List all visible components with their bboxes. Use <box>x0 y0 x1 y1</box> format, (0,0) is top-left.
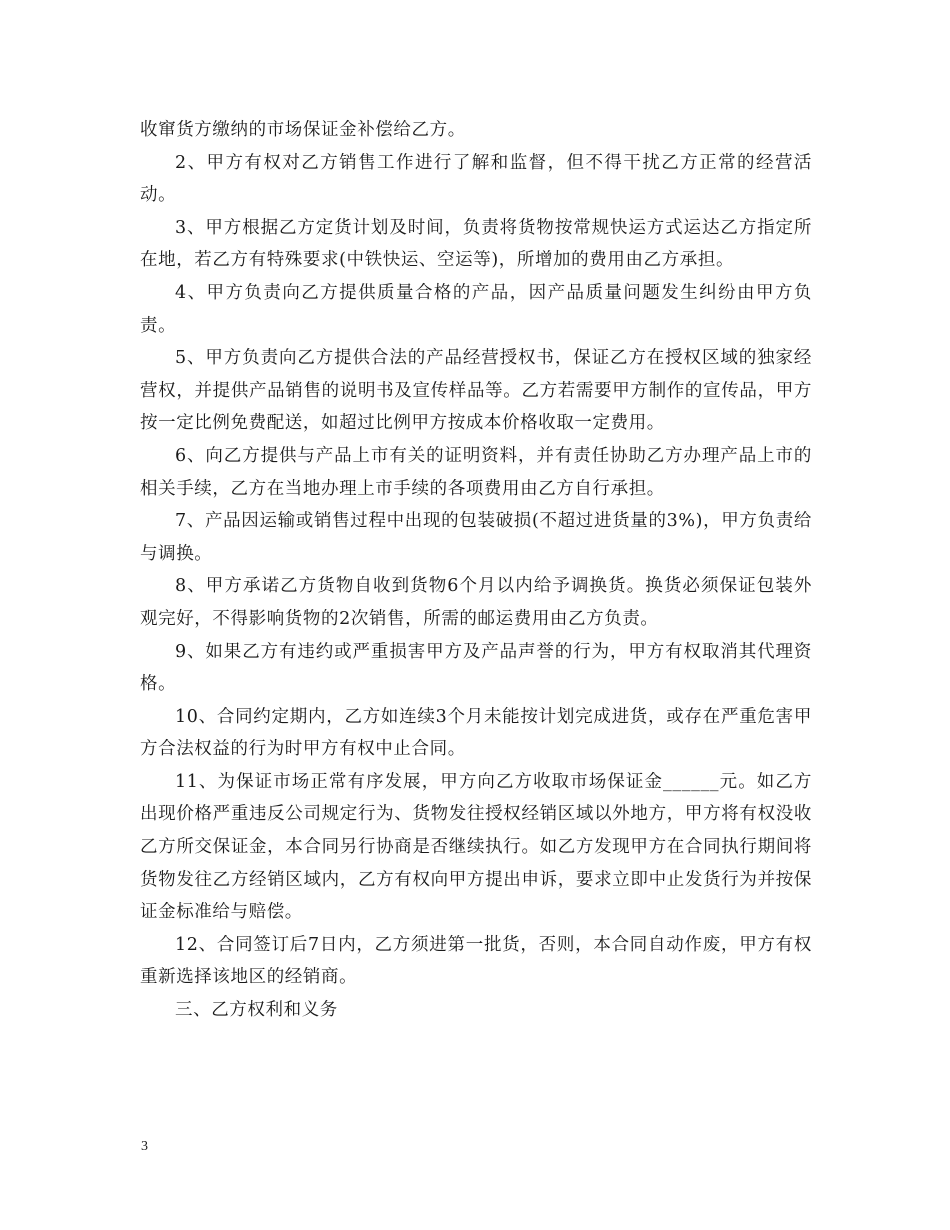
section-heading: 三、乙方权利和义务 <box>175 1000 338 1021</box>
paragraph: 11、为保证市场正常有序发展，甲方向乙方收取市场保证金______元。如乙方出现价格严重违反公司规定行为、货物发往授权经销区域以外地方，甲方将有权没收乙方所交保证金，本合同另行协商是否继续执行。如乙方发现甲方在合同执行期间将货物发往乙方经销区域内，乙方有权向甲方提出申诉，要求立即中止发货行为并按保证金标准给与赔偿。 <box>140 771 812 923</box>
document-body <box>140 114 812 1027</box>
paragraph: 9、如果乙方有违约或严重损害甲方及产品声誉的行为，甲方有权取消其代理资格。 <box>140 641 812 695</box>
paragraph: 5、甲方负责向乙方提供合法的产品经营授权书，保证乙方在授权区域的独家经营权，并提供产品销售的说明书及宣传样品等。乙方若需要甲方制作的宣传品，甲方按一定比例免费配送，如超过比例甲方按成本价格收取一定费用。 <box>140 348 812 434</box>
paragraph: 6、向乙方提供与产品上市有关的证明资料，并有责任协助乙方办理产品上市的相关手续，乙方在当地办理上市手续的各项费用由乙方自行承担。 <box>140 445 812 499</box>
paragraph: 12、合同签订后7日内，乙方须进第一批货，否则，本合同自动作废，甲方有权重新选择该地区的经销商。 <box>140 934 812 988</box>
paragraph: 10、合同约定期内，乙方如连续3个月未能按计划完成进货，或存在严重危害甲方合法权益的行为时甲方有权中止合同。 <box>140 706 812 760</box>
paragraph: 8、甲方承诺乙方货物自收到货物6个月以内给予调换货。换货必须保证包装外观完好，不得影响货物的2次销售，所需的邮运费用由乙方负责。 <box>140 576 812 629</box>
paragraph: 7、产品因运输或销售过程中出现的包装破损(不超过进货量的3%)，甲方负责给与调换。 <box>140 511 812 564</box>
paragraph: 3、甲方根据乙方定货计划及时间，负责将货物按常规快运方式运达乙方指定所在地，若乙方有特殊要求(中铁快运、空运等)，所增加的费用由乙方承担。 <box>140 217 812 271</box>
paragraph: 2、甲方有权对乙方销售工作进行了解和监督，但不得干扰乙方正常的经营活动。 <box>140 152 812 206</box>
paragraph: 4、甲方负责向乙方提供质量合格的产品，因产品质量问题发生纠纷由甲方负责。 <box>140 282 812 336</box>
paragraph: 收窜货方缴纳的市场保证金补偿给乙方。 <box>140 120 466 140</box>
page-number: 3 <box>141 1139 148 1154</box>
